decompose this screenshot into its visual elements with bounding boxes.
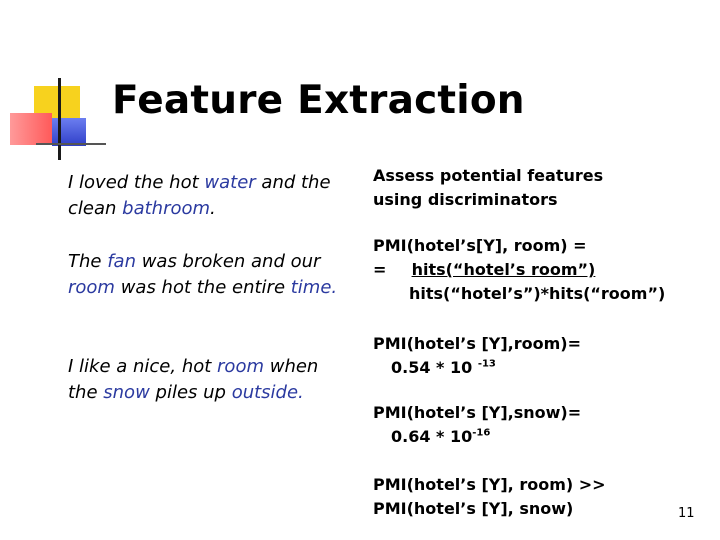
pmi-comparison-line-1: PMI(hotel’s [Y], room) >> xyxy=(373,475,606,494)
highlighted-word: bathroom xyxy=(122,198,211,219)
pmi-snow-exponent: -16 xyxy=(472,427,491,439)
pmi-snow-line: PMI(hotel’s [Y],snow)= xyxy=(373,403,582,422)
pmi-denominator: hits(“hotel’s”)*hits(“room”) xyxy=(409,284,666,303)
sentence-text: was broken and our xyxy=(135,251,321,272)
pmi-room xyxy=(373,332,581,380)
highlighted-word: . xyxy=(331,277,338,298)
highlighted-word: outside xyxy=(231,382,299,403)
decorative-red-square xyxy=(10,113,52,145)
sentence-text: when the xyxy=(68,356,319,403)
highlighted-word: time xyxy=(290,277,332,298)
pmi-snow-value: 0.64 * 10 xyxy=(391,427,473,446)
highlighted-word: fan xyxy=(107,251,136,272)
highlighted-word: water xyxy=(204,172,256,193)
sentence-text: and the clean xyxy=(68,172,331,219)
decorative-horizontal-line xyxy=(36,143,106,145)
example-sentence-3 xyxy=(68,354,348,406)
sentence-text: I like a nice, hot xyxy=(68,356,218,377)
example-sentence-2 xyxy=(68,249,348,301)
pmi-comparison-line-2: PMI(hotel’s [Y], snow) xyxy=(373,499,574,518)
page-number: 11 xyxy=(678,506,695,521)
pmi-room-value: 0.54 * 10 xyxy=(391,358,478,377)
pmi-snow xyxy=(373,401,581,449)
pmi-numerator: hits(“hotel’s room”) xyxy=(411,260,596,279)
assess-line-1: Assess potential features xyxy=(373,166,604,185)
slide-title: Feature Extraction xyxy=(112,78,525,123)
highlighted-word: room xyxy=(217,356,264,377)
sentence-text: I loved the hot xyxy=(68,172,205,193)
highlighted-word: snow xyxy=(103,382,150,403)
equals-sign: = xyxy=(373,260,387,279)
highlighted-word: room xyxy=(68,277,115,298)
pmi-comparison xyxy=(373,473,606,521)
pmi-fraction-numerator-row xyxy=(373,258,665,282)
pmi-snow-value-row xyxy=(373,425,581,449)
pmi-room-value-row xyxy=(373,356,581,380)
highlighted-word: . xyxy=(298,382,304,403)
decorative-vertical-line xyxy=(58,78,61,160)
pmi-definition-line: PMI(hotel’s[Y], room) = xyxy=(373,236,587,255)
sentence-text: The xyxy=(68,251,108,272)
assess-text xyxy=(373,164,603,212)
sentence-text: . xyxy=(210,198,216,219)
pmi-room-exponent: -13 xyxy=(477,358,496,370)
sentence-text: piles up xyxy=(149,382,232,403)
example-sentence-1 xyxy=(68,170,348,222)
pmi-definition xyxy=(373,234,665,306)
assess-line-2: using discriminators xyxy=(373,190,558,209)
sentence-text: was hot the entire xyxy=(114,277,291,298)
pmi-room-line: PMI(hotel’s [Y],room)= xyxy=(373,334,582,353)
